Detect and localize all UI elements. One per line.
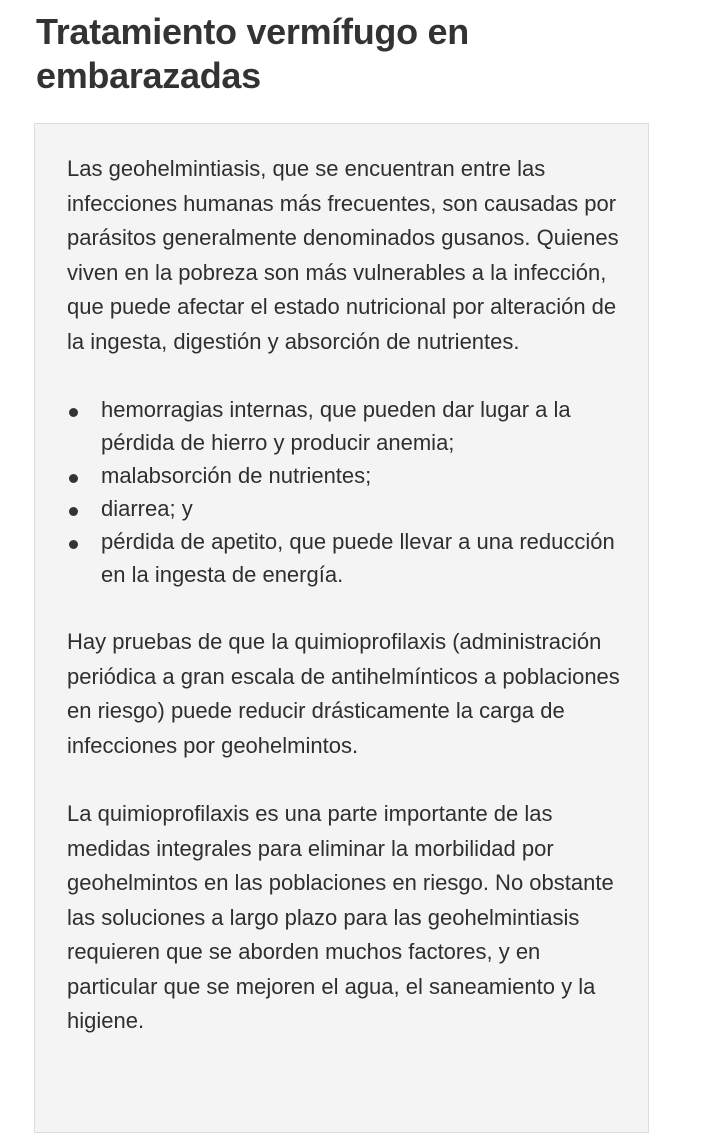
list-item-text: pérdida de apetito, que puede llevar a una reducción en la ingesta de energía. — [101, 529, 615, 587]
list-item-text: hemorragias internas, que pueden dar lugar a la pérdida de hierro y producir anemia; — [101, 397, 571, 455]
list-item — [67, 525, 627, 591]
page-title: Tratamiento vermífugo en embarazadas — [36, 11, 469, 96]
chemoprophylaxis-paragraph: Hay pruebas de que la quimioprofilaxis (administración periódica a gran escala de antihelmínticos a poblaciones en riesgo) puede reducir drásticamente la carga de infecciones por geohelmintos. — [67, 629, 620, 758]
content-body — [67, 152, 627, 1039]
effects-list — [67, 393, 627, 591]
bullet-dot-icon — [69, 474, 78, 483]
list-item — [67, 459, 627, 492]
list-item-text: malabsorción de nutrientes; — [101, 463, 372, 488]
intro-paragraph: Las geohelmintiasis, que se encuentran entre las infecciones humanas más frecuentes, son causadas por parásitos generalmente denominados gusanos. Quienes viven en la pobreza son más vulnerables a la infección, que puede afectar el estado nutricional por alteración de la ingesta, digestión y absorción de nutrientes. — [67, 156, 619, 354]
list-item — [67, 393, 627, 459]
bullet-dot-icon — [69, 540, 78, 549]
integral-measures-paragraph: La quimioprofilaxis es una parte importante de las medidas integrales para eliminar la morbilidad por geohelmintos en las poblaciones en riesgo. No obstante las soluciones a largo plazo para las geohelmintiasis requieren que se aborden muchos factores, y en particular que se mejoren el agua, el saneamiento y la higiene. — [67, 801, 614, 1033]
list-item — [67, 492, 627, 525]
content-box — [34, 123, 649, 1133]
bullet-dot-icon — [69, 507, 78, 516]
list-item-text: diarrea; y — [101, 496, 193, 521]
bullet-dot-icon — [69, 408, 78, 417]
